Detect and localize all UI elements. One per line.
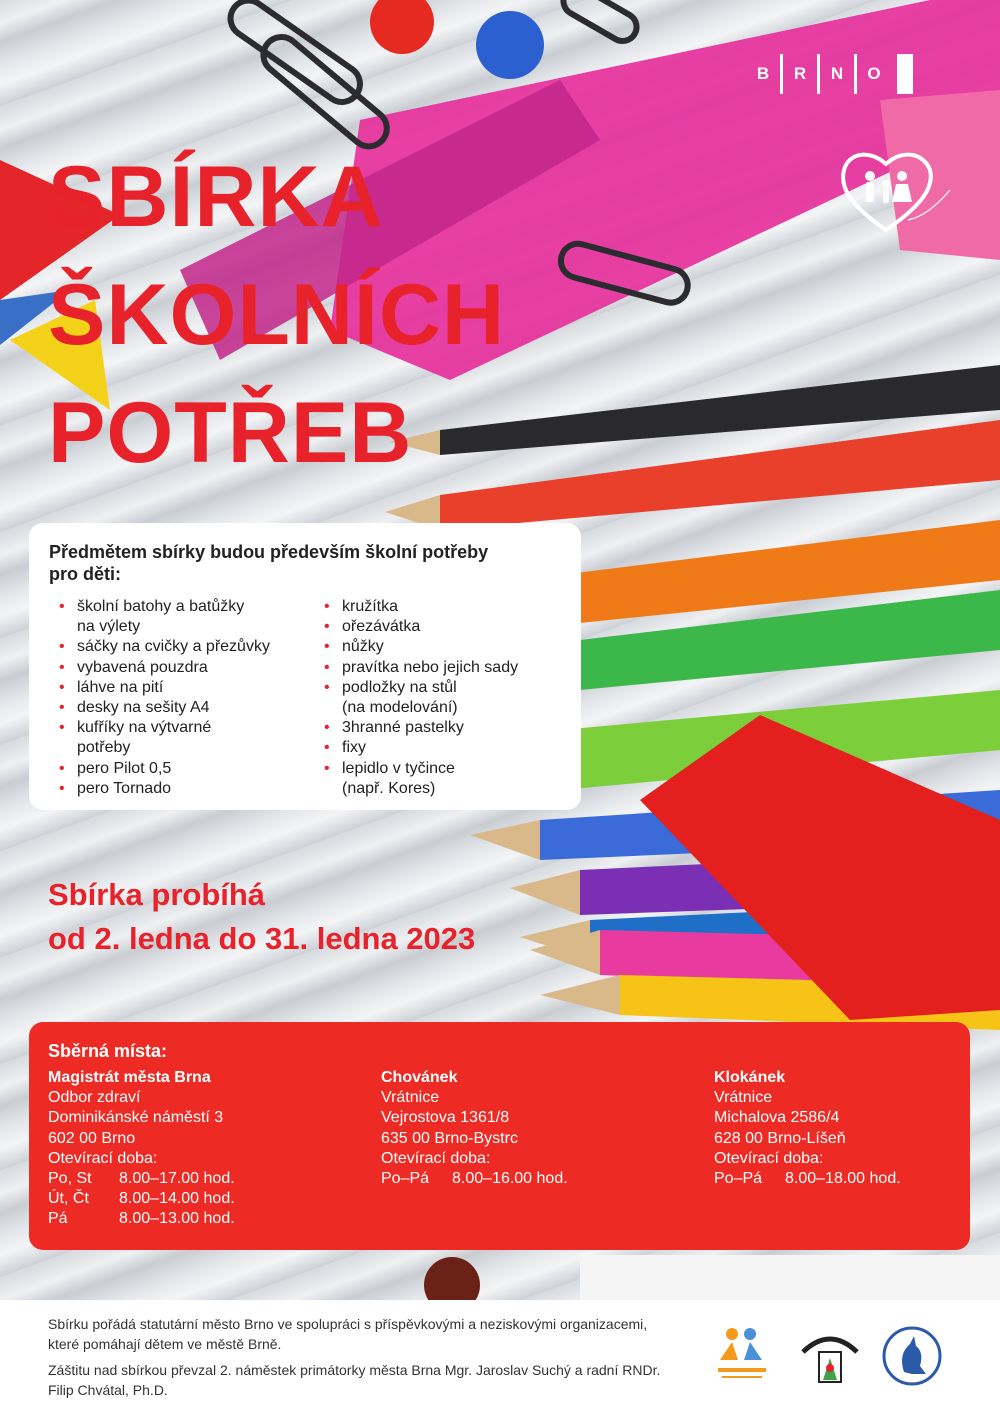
collection-period bbox=[48, 873, 475, 961]
brno-letter: R bbox=[793, 64, 807, 83]
family-heart-logo bbox=[838, 146, 958, 236]
brno-letter: N bbox=[830, 64, 844, 83]
fod-klokanek-logo bbox=[876, 1324, 956, 1396]
place-line: Otevírací doba: bbox=[381, 1149, 491, 1167]
place-line: 602 00 Brno bbox=[48, 1129, 136, 1147]
hours-row: Po–Pá 8.00–18.00 hod. bbox=[714, 1170, 901, 1188]
brno-letter: O bbox=[867, 64, 881, 83]
brno-letter: B bbox=[756, 64, 770, 83]
list-item: • fixy bbox=[322, 738, 518, 758]
hours-row: Po–Pá 8.00–16.00 hod. bbox=[381, 1170, 568, 1188]
brno-city-logo bbox=[746, 54, 913, 94]
hours-row: Pá 8.00–13.00 hod. bbox=[48, 1210, 235, 1228]
list-item: • kružítka bbox=[322, 597, 518, 617]
place-line: Vrátnice bbox=[714, 1089, 773, 1107]
list-item: • láhve na pití bbox=[57, 678, 322, 698]
hours-row: Po, St 8.00–17.00 hod. bbox=[48, 1170, 235, 1188]
place-line: 635 00 Brno-Bystrc bbox=[381, 1129, 518, 1147]
title-line: POTŘEB bbox=[48, 385, 413, 481]
place-name: Chovánek bbox=[381, 1069, 458, 1086]
items-card bbox=[29, 523, 581, 810]
title-line: SBÍRKA bbox=[48, 149, 384, 245]
place-line: Otevírací doba: bbox=[48, 1149, 158, 1167]
list-item: • pero Pilot 0,5 bbox=[57, 759, 322, 779]
place-line: Odbor zdraví bbox=[48, 1089, 141, 1107]
items-heading: Předmětem sbírky budou především školní potřeby pro děti: bbox=[49, 542, 489, 584]
list-item: • nůžky bbox=[322, 637, 518, 657]
detsky-domov-dagmar-logo bbox=[795, 1322, 865, 1392]
period-line: od 2. ledna do 31. ledna 2023 bbox=[48, 921, 476, 956]
chovanek-logo bbox=[712, 1320, 772, 1390]
place-name: Klokánek bbox=[714, 1069, 786, 1086]
place-name: Magistrát města Brna bbox=[48, 1069, 211, 1086]
place-line: Michalova 2586/4 bbox=[714, 1109, 840, 1127]
page-title bbox=[48, 138, 505, 492]
list-item: • desky na sešity A4 bbox=[57, 698, 322, 718]
place-line: Otevírací doba: bbox=[714, 1149, 824, 1167]
footer bbox=[0, 1300, 1000, 1413]
patronage-text: Záštitu nad sbírkou převzal 2. náměstek primátorky města Brna Mgr. Jaroslav Suchý a radní RNDr. Filip Chvátal, Ph.D. bbox=[48, 1362, 661, 1398]
list-item: • sáčky na cvičky a přezůvky bbox=[57, 637, 322, 657]
collection-place-chovanek bbox=[381, 1068, 568, 1189]
brno-block bbox=[897, 54, 913, 94]
collection-heading: Sběrná místa: bbox=[48, 1041, 168, 1061]
title-line: ŠKOLNÍCH bbox=[48, 267, 506, 363]
list-item: • podložky na stůl (na modelování) bbox=[322, 678, 518, 718]
collection-place-magistrat bbox=[48, 1068, 235, 1230]
collection-place-klokanek bbox=[714, 1068, 901, 1189]
items-list-right bbox=[322, 597, 518, 799]
list-item: • školní batohy a batůžky na výlety bbox=[57, 597, 322, 637]
place-line: Vrátnice bbox=[381, 1089, 440, 1107]
collection-points-box bbox=[29, 1022, 970, 1250]
list-item: • pero Tornado bbox=[57, 779, 322, 799]
list-item: • lepidlo v tyčince (např. Kores) bbox=[322, 759, 518, 799]
list-item: • kufříky na výtvarné potřeby bbox=[57, 718, 322, 758]
list-item: • 3hranné pastelky bbox=[322, 718, 518, 738]
list-item: • vybavená pouzdra bbox=[57, 658, 322, 678]
place-line: Dominikánské náměstí 3 bbox=[48, 1109, 224, 1127]
list-item: • pravítka nebo jejich sady bbox=[322, 658, 518, 678]
items-list-left bbox=[57, 597, 322, 799]
list-item: • ořezávátka bbox=[322, 617, 518, 637]
place-line: 628 00 Brno-Líšeň bbox=[714, 1129, 846, 1147]
place-line: Vejrostova 1361/8 bbox=[381, 1109, 510, 1127]
hours-row: Út, Čt 8.00–14.00 hod. bbox=[48, 1190, 235, 1208]
items-columns bbox=[57, 597, 518, 799]
organizer-text: Sbírku pořádá statutární město Brno ve spolupráci s příspěvkovými a neziskovými organizacemi, které pomáhají dětem ve městě Brně. bbox=[48, 1316, 648, 1352]
period-line: Sbírka probíhá bbox=[48, 877, 266, 912]
